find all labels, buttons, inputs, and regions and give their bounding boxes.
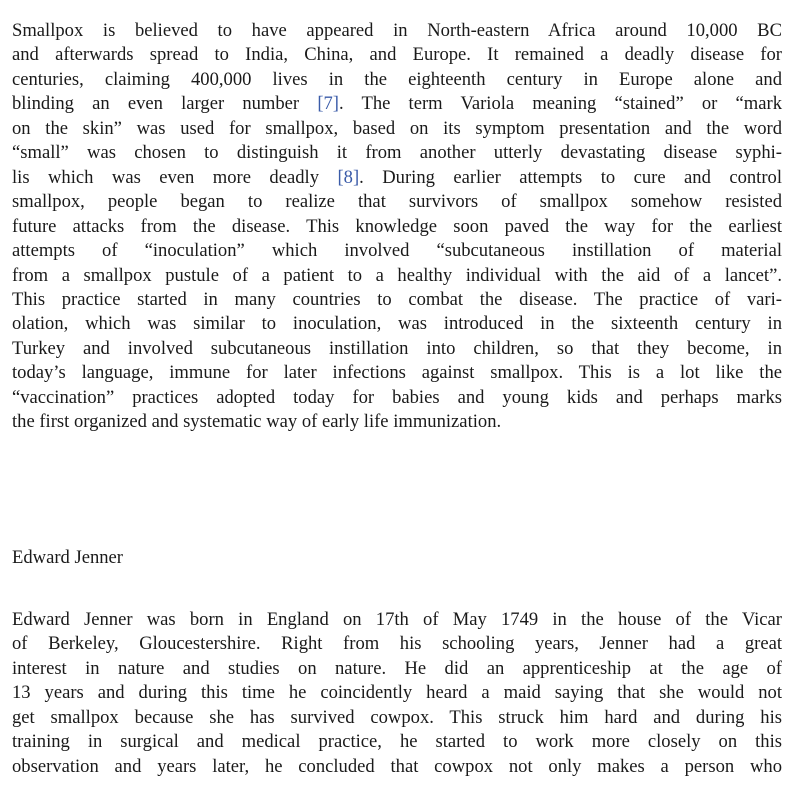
paragraph-smallpox-history [12, 19, 782, 435]
text-line: observation and years later, he concluded that cowpox not only makes a person who [12, 755, 782, 777]
citation-link-8[interactable]: [8] [337, 166, 360, 188]
text-segment: lis which was even more deadly [12, 166, 338, 188]
text-line-with-citation [12, 92, 782, 116]
text-line: get smallpox because she has survived cowpox. This struck him hard and during his [12, 706, 782, 728]
text-line: 13 years and during this time he coincidently heard a maid saying that she would not [12, 682, 782, 704]
text-line: from a smallpox pustule of a patient to a healthy individual with the aid of a lancet”. [12, 264, 782, 286]
text-line: This practice started in many countries to combat the disease. The practice of vari- [12, 288, 782, 310]
text-segment: . During earlier attempts to cure and control [359, 166, 783, 188]
text-line: smallpox, people began to realize that survivors of smallpox somehow resisted [12, 191, 782, 213]
text-line: Turkey and involved subcutaneous instillation into children, so that they become, in [12, 337, 782, 359]
citation-link-7[interactable]: [7] [317, 93, 339, 115]
text-line: centuries, claiming 400,000 lives in the eighteenth century in Europe alone and [12, 68, 782, 90]
text-line: training in surgical and medical practice, he started to work more closely on this [12, 731, 782, 753]
text-line: and afterwards spread to India, China, and Europe. It remained a deadly disease for [12, 44, 782, 66]
text-line: attempts of “inoculation” which involved “subcutaneous instillation of material [12, 240, 782, 262]
text-line: “vaccination” practices adopted today for babies and young kids and perhaps marks [12, 386, 782, 408]
text-line: “small” was chosen to distinguish it from another utterly devastating disease syphi- [12, 142, 782, 164]
text-line: Smallpox is believed to have appeared in North-eastern Africa around 10,000 BC [12, 20, 782, 41]
text-line: on the skin” was used for smallpox, based on its symptom presentation and the word [12, 117, 782, 139]
text-segment: . The term Variola meaning “stained” or “mark [339, 93, 782, 115]
paragraph-edward-jenner [12, 608, 782, 779]
text-line-with-citation [12, 166, 782, 190]
text-line: olation, which was similar to inoculation, was introduced in the sixteenth century in [12, 313, 782, 335]
text-line: future attacks from the disease. This knowledge soon paved the way for the earliest [12, 215, 782, 237]
text-line: Edward Jenner was born in England on 17th of May 1749 in the house of the Vicar [12, 609, 782, 630]
text-segment: blinding an even larger number [12, 93, 318, 115]
text-line: interest in nature and studies on nature. He did an apprenticeship at the age of [12, 657, 782, 679]
text-line: the first organized and systematic way of early life immunization. [12, 411, 502, 433]
text-line: of Berkeley, Gloucestershire. Right from his schooling years, Jenner had a great [12, 633, 782, 655]
text-line: today’s language, immune for later infections against smallpox. This is a lot like the [12, 362, 782, 384]
section-heading: Edward Jenner [12, 547, 123, 568]
